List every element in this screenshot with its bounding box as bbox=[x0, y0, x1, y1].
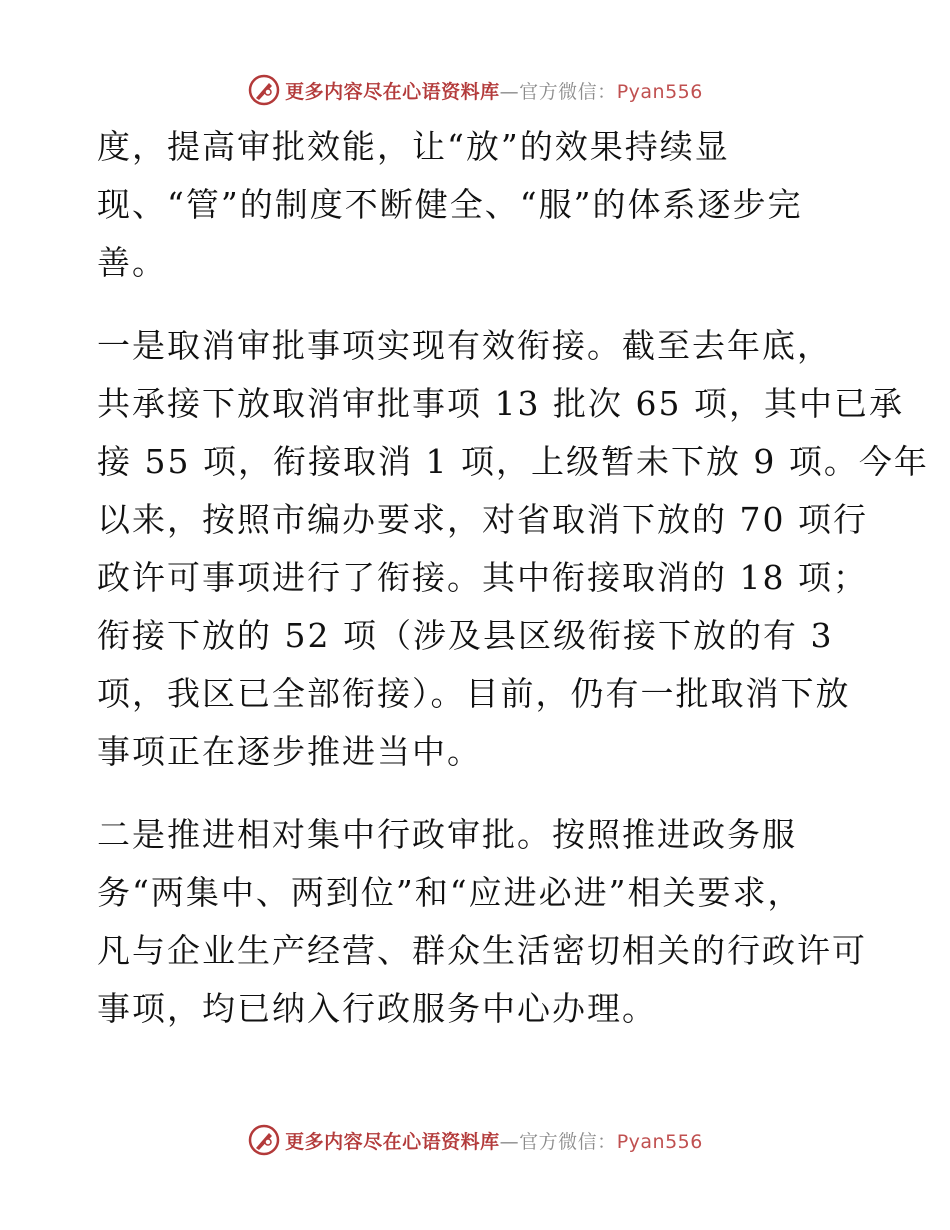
text-line: 凡与企业生产经营、群众生活密切相关的行政许可 bbox=[97, 931, 867, 970]
watermark-suffix: 官方微信： bbox=[519, 1130, 617, 1153]
watermark-separator: — bbox=[499, 80, 520, 103]
watermark-main: 更多内容尽在心语资料库 bbox=[285, 1130, 500, 1153]
paragraph-1 bbox=[97, 118, 862, 292]
text-line: 二是推进相对集中行政审批。按照推进政务服 bbox=[97, 815, 797, 854]
pen-logo-icon bbox=[247, 1123, 281, 1157]
text-line: 现、“管”的制度不断健全、“服”的体系逐步完 bbox=[97, 185, 803, 224]
text-line: 接 55 项，衔接取消 1 项，上级暂未下放 9 项。今年 bbox=[97, 442, 929, 481]
text-line: 务“两集中、两到位”和“应进必进”相关要求， bbox=[97, 873, 803, 912]
text-line: 共承接下放取消审批事项 13 批次 65 项，其中已承 bbox=[97, 384, 904, 423]
text-line: 一是取消审批事项实现有效衔接。截至去年底， bbox=[97, 326, 832, 365]
watermark-separator: — bbox=[499, 1130, 520, 1153]
text-line: 度，提高审批效能，让“放”的效果持续显 bbox=[97, 127, 730, 166]
watermark-suffix: 官方微信： bbox=[519, 80, 617, 103]
watermark-text bbox=[285, 77, 703, 104]
document-body bbox=[97, 118, 929, 1038]
paragraph-3 bbox=[97, 806, 867, 1038]
watermark-id: Pyan556 bbox=[616, 80, 703, 103]
text-line: 善。 bbox=[97, 243, 167, 282]
footer-watermark bbox=[0, 1120, 950, 1160]
text-line: 事项正在逐步推进当中。 bbox=[97, 732, 482, 771]
text-line: 项，我区已全部衔接）。目前，仍有一批取消下放 bbox=[97, 674, 851, 713]
watermark-text bbox=[285, 1127, 703, 1154]
text-line: 衔接下放的 52 项（涉及县区级衔接下放的有 3 bbox=[97, 616, 834, 655]
header-watermark bbox=[0, 70, 950, 110]
pen-logo-icon bbox=[247, 73, 281, 107]
watermark-id: Pyan556 bbox=[616, 1130, 703, 1153]
text-line: 事项，均已纳入行政服务中心办理。 bbox=[97, 989, 657, 1028]
watermark-main: 更多内容尽在心语资料库 bbox=[285, 80, 500, 103]
text-line: 以来，按照市编办要求，对省取消下放的 70 项行 bbox=[97, 500, 868, 539]
paragraph-2 bbox=[97, 317, 929, 781]
text-line: 政许可事项进行了衔接。其中衔接取消的 18 项； bbox=[97, 558, 868, 597]
